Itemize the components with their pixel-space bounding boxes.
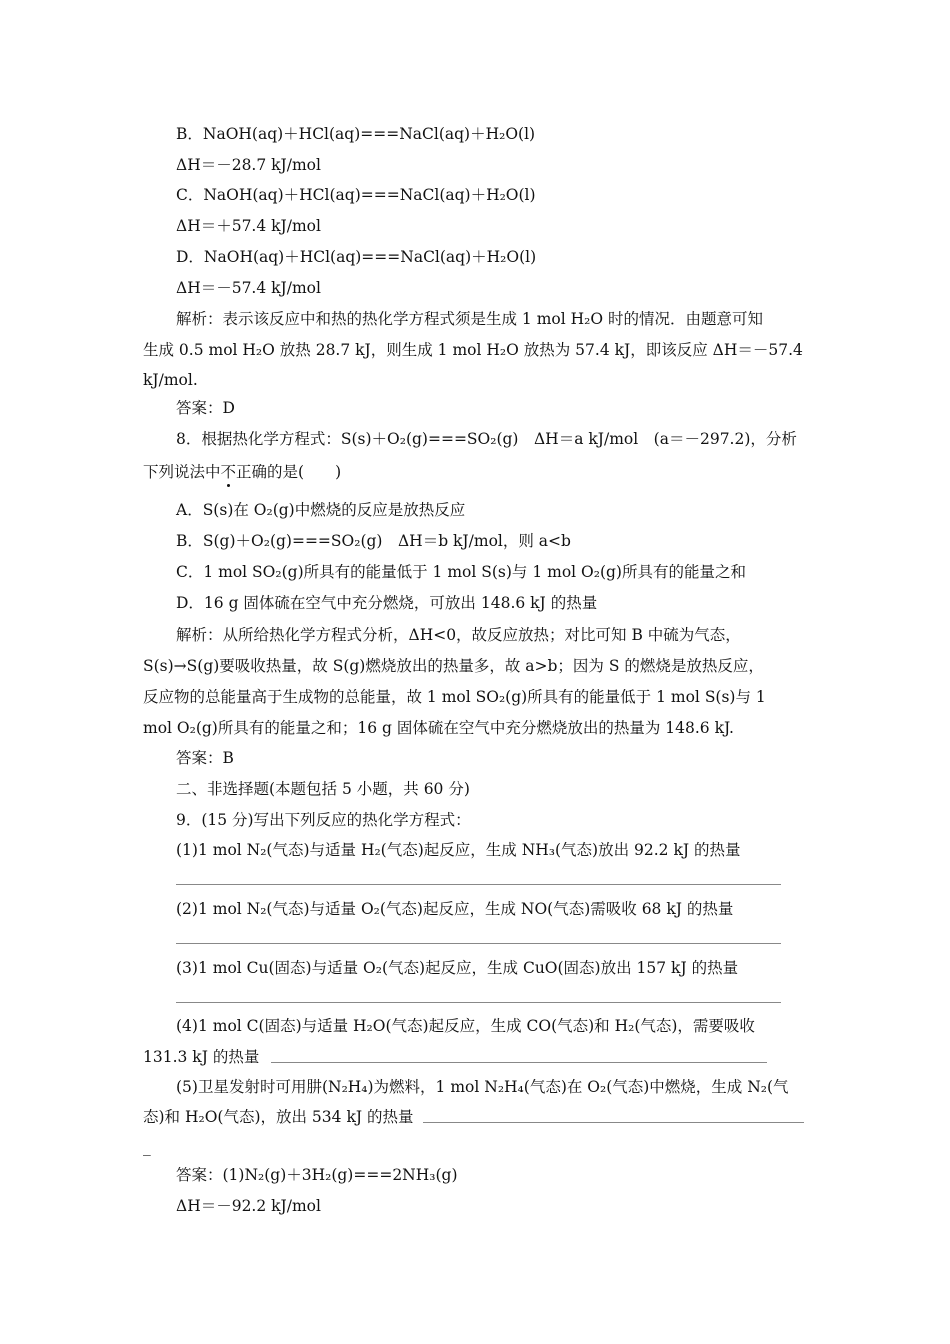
- section-heading: 二、非选择题(本题包括 5 小题，共 60 分): [176, 780, 470, 798]
- q9-part-2-answer-blank: [176, 943, 781, 944]
- q8-stem-part-3: 正确的是( ): [236, 463, 342, 481]
- q7-analysis-line-1: 解析：表示该反应中和热的热化学方程式须是生成 1 mol H₂O 时的情况．由题意可知: [176, 310, 763, 328]
- q7-analysis-line-3: kJ/mol.: [143, 371, 198, 389]
- q9-part-5-answer-blank: [423, 1122, 804, 1123]
- q9-part-5-blank-continuation: _: [143, 1138, 151, 1156]
- q9-answer-enthalpy: ΔH＝－92.2 kJ/mol: [176, 1197, 321, 1215]
- q9-part-5-line-1: (5)卫星发射时可用肼(N₂H₄)为燃料，1 mol N₂H₄(气态)在 O₂(气态)中燃烧，生成 N₂(气: [176, 1078, 789, 1096]
- q8-option-a: A．S(s)在 O₂(g)中燃烧的反应是放热反应: [176, 501, 466, 519]
- q9-part-4-line-2: 131.3 kJ 的热量: [143, 1048, 260, 1066]
- option-d-equation: D．NaOH(aq)＋HCl(aq)===NaCl(aq)＋H₂O(l): [176, 248, 537, 266]
- option-c-equation: C．NaOH(aq)＋HCl(aq)===NaCl(aq)＋H₂O(l): [176, 186, 536, 204]
- q9-part-3-answer-blank: [176, 1002, 781, 1003]
- q8-analysis-line-3: 反应物的总能量高于生成物的总能量，故 1 mol SO₂(g)所具有的能量低于 1 mol S(s)与 1: [143, 688, 766, 706]
- q8-analysis-line-1: 解析：从所给热化学方程式分析，ΔH<0，故反应放热；对比可知 B 中硫为气态，: [176, 626, 741, 644]
- q9-answer-equation: 答案：(1)N₂(g)＋3H₂(g)===2NH₃(g): [176, 1166, 458, 1184]
- q8-option-d: D．16 g 固体硫在空气中充分燃烧，可放出 148.6 kJ 的热量: [176, 594, 598, 612]
- q9-part-4-line-1: (4)1 mol C(固态)与适量 H₂O(气态)起反应，生成 CO(气态)和 H₂(气态)，需要吸收: [176, 1017, 755, 1035]
- q8-stem-part-1: 下列说法中: [143, 463, 221, 481]
- q9-part-1: (1)1 mol N₂(气态)与适量 H₂(气态)起反应，生成 NH₃(气态)放出 92.2 kJ 的热量: [176, 841, 741, 859]
- q7-analysis-line-2: 生成 0.5 mol H₂O 放热 28.7 kJ，则生成 1 mol H₂O 放热为 57.4 kJ，即该反应 ΔH＝－57.4: [143, 341, 803, 359]
- option-b-equation: B．NaOH(aq)＋HCl(aq)===NaCl(aq)＋H₂O(l): [176, 125, 536, 143]
- q9-part-5-line-2: 态)和 H₂O(气态)，放出 534 kJ 的热量: [143, 1108, 414, 1126]
- option-d-enthalpy: ΔH＝－57.4 kJ/mol: [176, 279, 321, 297]
- q8-analysis-line-2: S(s)→S(g)要吸收热量，故 S(g)燃烧放出的热量多，故 a>b；因为 S 的燃烧是放热反应，: [143, 657, 764, 675]
- q9-part-1-answer-blank: [176, 884, 781, 885]
- option-b-enthalpy: ΔH＝－28.7 kJ/mol: [176, 156, 321, 174]
- q8-stem-line-1: 8．根据热化学方程式：S(s)＋O₂(g)===SO₂(g) ΔH＝a kJ/mol (a＝－297.2)，分析: [176, 430, 797, 448]
- q9-part-2: (2)1 mol N₂(气态)与适量 O₂(气态)起反应，生成 NO(气态)需吸收 68 kJ 的热量: [176, 900, 734, 918]
- q8-analysis-line-4: mol O₂(g)所具有的能量之和；16 g 固体硫在空气中充分燃烧放出的热量为 148.6 kJ.: [143, 719, 734, 737]
- q9-part-3: (3)1 mol Cu(固态)与适量 O₂(气态)起反应，生成 CuO(固态)放出 157 kJ 的热量: [176, 959, 739, 977]
- q7-answer: 答案：D: [176, 399, 235, 417]
- q8-option-b: B．S(g)＋O₂(g)===SO₂(g) ΔH＝b kJ/mol，则 a<b: [176, 532, 571, 550]
- q8-option-c: C．1 mol SO₂(g)所具有的能量低于 1 mol S(s)与 1 mol O₂(g)所具有的能量之和: [176, 563, 746, 581]
- q8-emphasis-not: 不: [220, 463, 237, 481]
- q9-part-4-answer-blank: [271, 1062, 767, 1063]
- option-c-enthalpy: ΔH＝＋57.4 kJ/mol: [176, 217, 321, 235]
- q8-answer: 答案：B: [176, 749, 234, 767]
- q9-stem: 9．(15 分)写出下列反应的热化学方程式：: [176, 811, 471, 829]
- q8-stem-line-2: [143, 462, 341, 482]
